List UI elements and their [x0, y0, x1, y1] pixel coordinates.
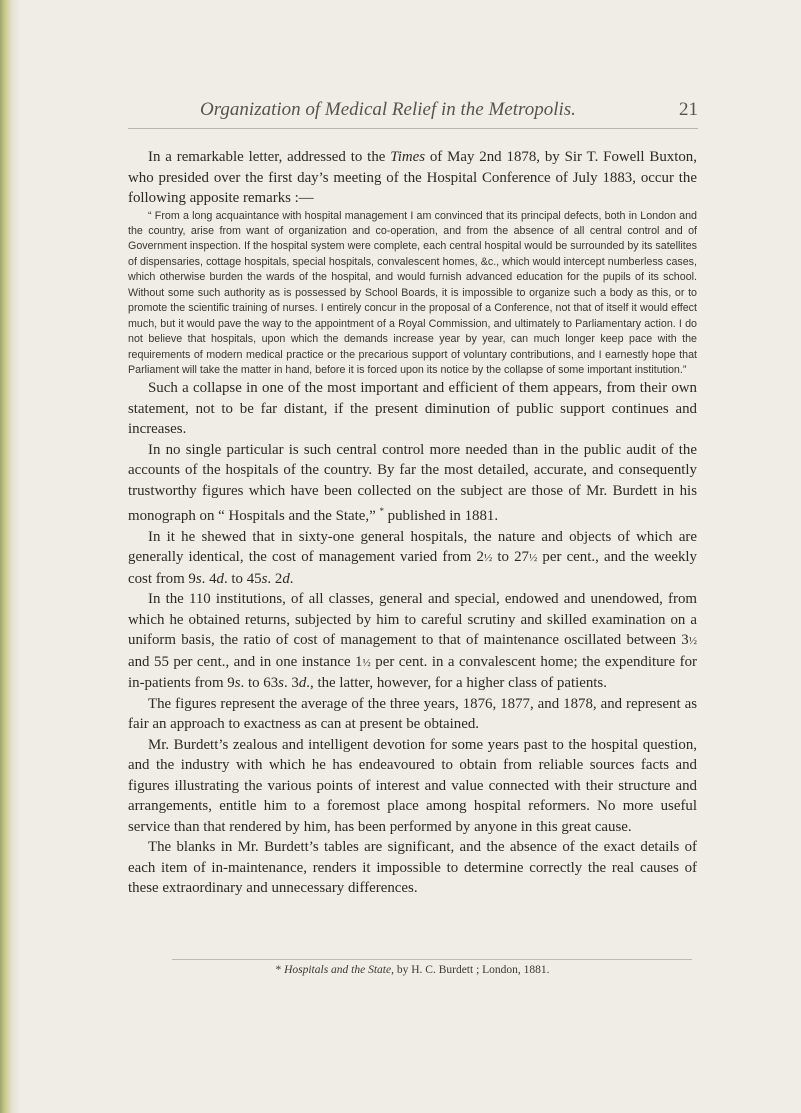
body-text — [128, 147, 697, 899]
paragraph-collapse: Such a collapse in one of the most important and efficient of them appears, from their own statement, not to be far distant, if the present diminution of public support continues and increases. — [128, 380, 697, 438]
header-rule — [128, 128, 698, 129]
paragraph-general-hospitals: In it he shewed that in sixty-one general hospitals, the nature and objects of which are generally identical, the cost of management varied from 2½ to 27½ per cent., and the weekly cost from 9s. 4d. to 45s. 2d. — [128, 528, 697, 587]
page-number: 21 — [679, 99, 698, 120]
times-newspaper-title: Times — [390, 149, 425, 165]
paragraph-110-institutions: In the 110 institutions, of all classes, general and special, endowed and unendowed, from which he obtained returns, subjected by him to careful scrutiny and skilled examination on a uniform basis, the ratio of cost of management to that of maintenance oscillated between 3½ and 55 per cent., and in one instance 1½ per cent. in a convalescent home; the expenditure for in-patients from 9s. to 63s. 3d., the latter, however, for a higher class of patients. — [128, 591, 697, 692]
paragraph-letter-intro: In a remarkable letter, addressed to the Times of May 2nd 1878, by Sir T. Fowell Buxton, who presided over the first day’s meeting of the Hospital Conference of July 1883, occur the following apposite remarks :— — [128, 149, 697, 206]
footnote-reference[interactable]: * — [379, 506, 384, 517]
running-title: Organization of Medical Relief in the Metropolis. — [200, 99, 576, 120]
paragraph-public-audit: In no single particular is such central control more needed than in the public audit of the accounts of the hospitals of the country. By far the most detailed, accurate, and consequently trustworthy figures which have been collected on the subject are those of Mr. Burdett in his monograph on “ Hospitals and the State,” * published in 1881. — [128, 441, 697, 525]
paragraph-blanks: The blanks in Mr. Burdett’s tables are significant, and the absence of the exact details of each item of in-maintenance, renders it impossible to determine correctly the real causes of these extraordinary and unnecessary differences. — [128, 839, 697, 897]
paragraph-burdett-devotion: Mr. Burdett’s zealous and intelligent devotion for some years past to the hospital question, and the industry with which he has endeavoured to obtain from reliable sources facts and figures illustrating the various points of interest and value connected with their structure and arrangements, entitle him to a foremost place among hospital reformers. No more useful service than that rendered by him, has been performed by anyone in this great cause. — [128, 736, 697, 835]
block-quote: “ From a long acquaintance with hospital management I am convinced that its principal defects, both in London and the country, arise from want of organization and co-operation, and from the absence of all central control and of Government inspection. If the hospital system were complete, each central hospital would be surrounded by its satellites of dispensaries, cottage hospitals, special hospitals, convalescent homes, &c., which would intercept numberless cases, which otherwise burden the wards of the hospital, and would furnish advanced education for the pupils of its school. Without some such authority as is possessed by School Boards, it is impossible to organize such a body as this, or to promote the scientific training of nurses. I entirely concur in the proposal of a Conference, not that of itself it would effect much, but it would pave the way to the appointment of a Royal Commission, and ultimately to Parliamentary action. I do not believe that hospitals, upon which the demands increase year by year, can much longer keep pace with the requirements of modern medical practice or the precarious support of voluntary contributions, and I earnestly hope that Parliament will take the matter in hand, before it is forced upon its notice by the collapse of some important institution.” — [128, 209, 697, 377]
footnote-citation: by H. C. Burdett ; London, 1881. — [393, 964, 550, 976]
paragraph-figures-average: The figures represent the average of the three years, 1876, 1877, and 1878, and represent as fair an approach to exactness as can at present be obtained. — [128, 695, 697, 733]
footnote — [128, 964, 697, 976]
footnote-marker: * — [275, 964, 282, 976]
footnote-rule — [172, 959, 692, 960]
footnote-book-title: Hospitals and the State, — [284, 964, 394, 976]
